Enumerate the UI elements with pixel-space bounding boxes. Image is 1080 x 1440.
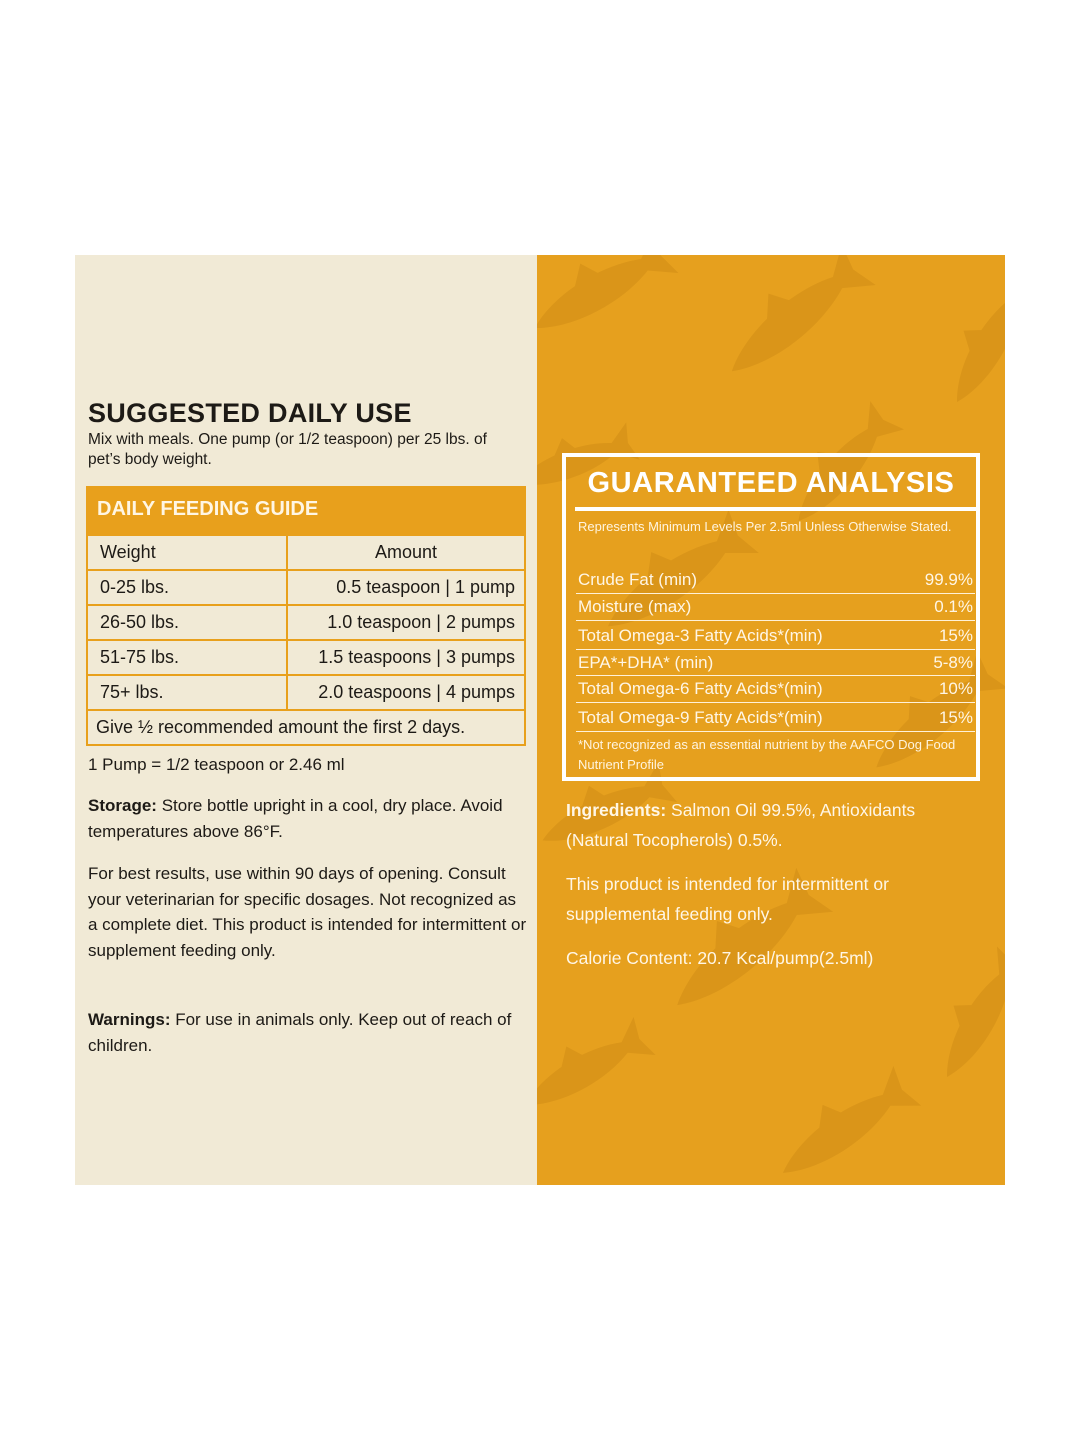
analysis-value: 10% [938, 679, 973, 698]
aafco-footnote: *Not recognized as an essential nutrient by the AAFCO Dog Food Nutrient Profile [578, 737, 956, 772]
analysis-row [576, 676, 975, 703]
warnings-label: Warnings: [88, 1010, 171, 1029]
analysis-value: 15% [938, 625, 973, 645]
weight-cell: 26-50 lbs. [88, 604, 288, 639]
suggested-use-panel [75, 255, 537, 1185]
analysis-value: 0.1% [934, 597, 973, 616]
analysis-label: EPA*+DHA* (min) [578, 652, 714, 672]
feeding-guide-footer: Give ½ recommended amount the first 2 days. [88, 709, 524, 744]
suggested-use-title: SUGGESTED DAILY USE [88, 398, 412, 428]
warnings-body: For use in animals only. Keep out of reach of children. [88, 1010, 512, 1055]
analysis-rows [576, 565, 975, 732]
analysis-label: Moisture (max) [578, 597, 692, 616]
warnings-text [88, 1007, 528, 1058]
analysis-value: 99.9% [924, 570, 973, 589]
best-results-text: For best results, use within 90 days of opening. Consult your veterinarian for specific dosages. Not recognized as a complete diet. This product is intended for intermittent or supplement feeding only. [88, 864, 527, 960]
analysis-value: 5-8% [933, 652, 973, 672]
analysis-label: Total Omega-3 Fatty Acids*(min) [578, 625, 823, 645]
analysis-label: Total Omega-6 Fatty Acids*(min) [578, 679, 823, 698]
amount-cell: 1.5 teaspoons | 3 pumps [288, 639, 524, 674]
intended-use-text: This product is intended for intermittent or supplemental feeding only. [566, 874, 889, 924]
analysis-row [576, 621, 975, 650]
storage-text [88, 793, 528, 844]
ingredients-text [566, 795, 976, 855]
feeding-guide-title: DAILY FEEDING GUIDE [88, 488, 524, 534]
analysis-row [576, 594, 975, 621]
storage-label: Storage: [88, 796, 157, 815]
ingredients-label: Ingredients: [566, 800, 667, 820]
weight-cell: 75+ lbs. [88, 674, 288, 709]
analysis-subtitle: Represents Minimum Levels Per 2.5ml Unless Otherwise Stated. [578, 519, 952, 534]
guaranteed-analysis-box [562, 453, 980, 781]
analysis-row [576, 703, 975, 732]
analysis-value: 15% [938, 707, 973, 727]
ingredients-body: Salmon Oil 99.5%, Antioxidants (Natural Tocopherols) 0.5%. [566, 800, 916, 850]
column-header-weight: Weight [88, 534, 288, 569]
pump-conversion-note: 1 Pump = 1/2 teaspoon or 2.46 ml [88, 755, 345, 774]
title-divider [575, 507, 979, 511]
analysis-row [576, 565, 975, 594]
column-header-amount: Amount [288, 534, 524, 569]
label-panel [75, 255, 1005, 1185]
storage-body: Store bottle upright in a cool, dry place. Avoid temperatures above 86°F. [88, 796, 503, 841]
analysis-label: Total Omega-9 Fatty Acids*(min) [578, 707, 823, 727]
feeding-guide-table [86, 486, 526, 746]
guaranteed-analysis-title: GUARANTEED ANALYSIS [587, 467, 955, 499]
guaranteed-analysis-panel [537, 255, 1005, 1185]
amount-cell: 2.0 teaspoons | 4 pumps [288, 674, 524, 709]
weight-cell: 0-25 lbs. [88, 569, 288, 604]
suggested-use-intro: Mix with meals. One pump (or 1/2 teaspoon) per 25 lbs. of pet’s body weight. [88, 431, 487, 468]
analysis-row [576, 650, 975, 677]
amount-cell: 1.0 teaspoon | 2 pumps [288, 604, 524, 639]
calorie-content: Calorie Content: 20.7 Kcal/pump(2.5ml) [566, 948, 874, 968]
analysis-label: Crude Fat (min) [578, 570, 698, 589]
weight-cell: 51-75 lbs. [88, 639, 288, 674]
amount-cell: 0.5 teaspoon | 1 pump [288, 569, 524, 604]
